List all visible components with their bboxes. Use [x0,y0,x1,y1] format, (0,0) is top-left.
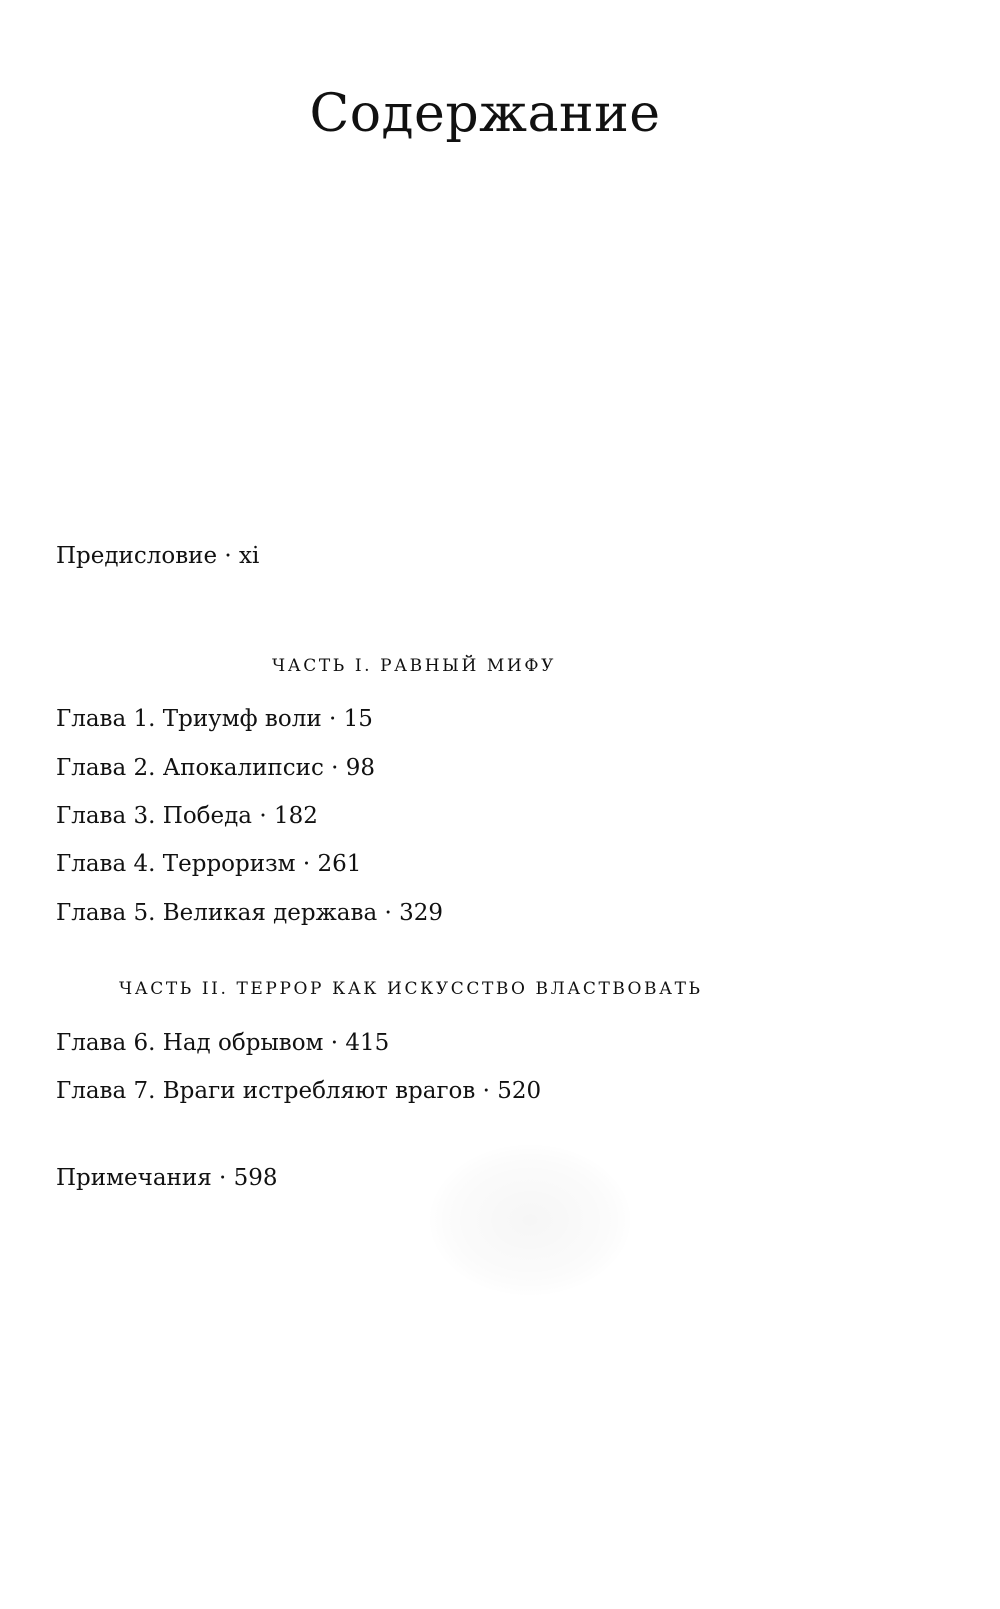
part-1-heading: ЧАСТЬ I. РАВНЫЙ МИФУ [272,656,556,676]
toc-entry-preface: Предисловие · xi [56,543,260,569]
toc-entry-chapter-4: Глава 4. Терроризм · 261 [56,851,362,877]
toc-entry-chapter-6: Глава 6. Над обрывом · 415 [56,1030,390,1056]
toc-entry-chapter-1: Глава 1. Триумф воли · 15 [56,706,373,732]
part-2-heading: ЧАСТЬ II. ТЕРРОР КАК ИСКУССТВО ВЛАСТВОВАТЬ [119,979,703,999]
toc-entry-chapter-7: Глава 7. Враги истребляют врагов · 520 [56,1078,542,1104]
toc-entry-chapter-3: Глава 3. Победа · 182 [56,803,318,829]
paper-smudge [430,1145,630,1295]
page-title: Содержание [309,84,661,144]
toc-entry-notes: Примечания · 598 [56,1165,278,1191]
toc-entry-chapter-5: Глава 5. Великая держава · 329 [56,900,444,926]
toc-entry-chapter-2: Глава 2. Апокалипсис · 98 [56,755,376,781]
